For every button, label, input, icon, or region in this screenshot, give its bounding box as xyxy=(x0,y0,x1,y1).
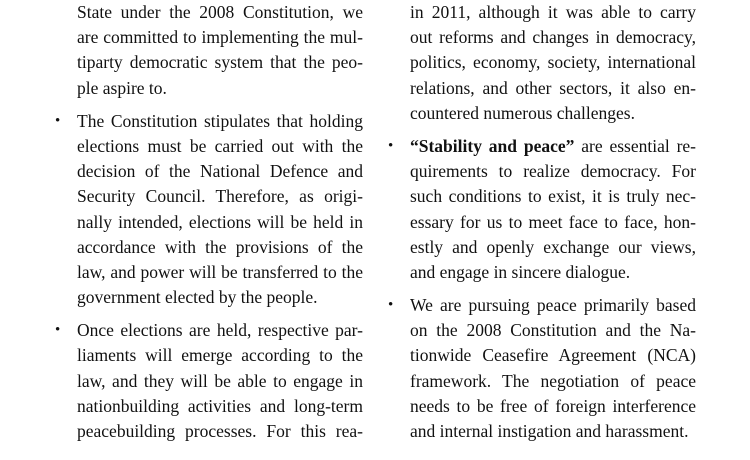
text-line: are committed to implementing the mul- xyxy=(77,27,363,48)
bullet-icon: • xyxy=(55,112,61,129)
left-intro-paragraph xyxy=(77,0,363,101)
bullet-icon: • xyxy=(388,137,394,154)
text-line: law, and power will be transferred to the xyxy=(77,261,363,282)
text-line: law, and they will be able to engage in xyxy=(77,370,363,391)
right-column xyxy=(388,0,696,444)
text-line: such conditions to exist, it is truly nec- xyxy=(410,186,696,207)
text-line: estly and openly exchange our views, xyxy=(410,236,696,257)
text-line: government elected by the people. xyxy=(77,287,318,308)
text-line: accordance with the provisions of the xyxy=(77,236,363,257)
bullet-icon: • xyxy=(388,297,394,314)
text-line: We are pursuing peace primarily based xyxy=(410,295,696,316)
text-line: out reforms and changes in democracy, xyxy=(410,27,696,48)
text-line: peacebuilding processes. For this rea- xyxy=(77,421,363,441)
text-line: decision of the National Defence and xyxy=(77,161,363,182)
text-line: Security Council. Therefore, as origi- xyxy=(77,186,363,207)
text-line: liaments will emerge according to the xyxy=(77,345,363,366)
text-line: State under the 2008 Constitution, we xyxy=(77,2,363,22)
right-bullet-item-1 xyxy=(388,134,696,285)
right-bullet-item-2 xyxy=(388,293,696,444)
text-line: relations, and other sectors, it also en- xyxy=(410,77,696,98)
text-line: on the 2008 Constitution and the Na- xyxy=(410,320,696,341)
text-line: elections must be carried out with the xyxy=(77,135,363,156)
text-line: and internal instigation and harassment. xyxy=(410,421,689,441)
right-intro-paragraph xyxy=(410,0,696,126)
text-line: needs to be free of foreign interference xyxy=(410,395,696,416)
bold-lead: “Stability and peace” xyxy=(410,135,575,156)
text-line: in 2011, although it was able to carry xyxy=(410,2,696,22)
text-line xyxy=(410,134,696,159)
text-line: nally intended, elections will be held in xyxy=(77,211,363,232)
text-line: countered numerous challenges. xyxy=(410,102,635,123)
text-line: Once elections are held, respective par- xyxy=(77,320,363,341)
text-line: framework. The negotiation of peace xyxy=(410,370,696,391)
text-line: tionwide Ceasefire Agreement (NCA) xyxy=(410,345,696,366)
text-line: quirements to realize democracy. For xyxy=(410,161,696,182)
text-line: and engage in sincere dialogue. xyxy=(410,261,631,282)
text-line: ple aspire to. xyxy=(77,77,167,98)
left-column xyxy=(55,0,363,444)
text-line: The Constitution stipulates that holding xyxy=(77,110,363,131)
text-line: politics, economy, society, international xyxy=(410,52,696,73)
bullet-icon: • xyxy=(55,322,61,339)
text-line: essary for us to meet face to face, hon- xyxy=(410,211,696,232)
left-bullet-item-2 xyxy=(55,318,363,444)
first-line-rest: are essential re- xyxy=(574,135,696,156)
left-bullet-item-1 xyxy=(55,109,363,311)
text-line: tiparty democratic system that the peo- xyxy=(77,52,363,73)
text-line: nationbuilding activities and long-term xyxy=(77,395,363,416)
